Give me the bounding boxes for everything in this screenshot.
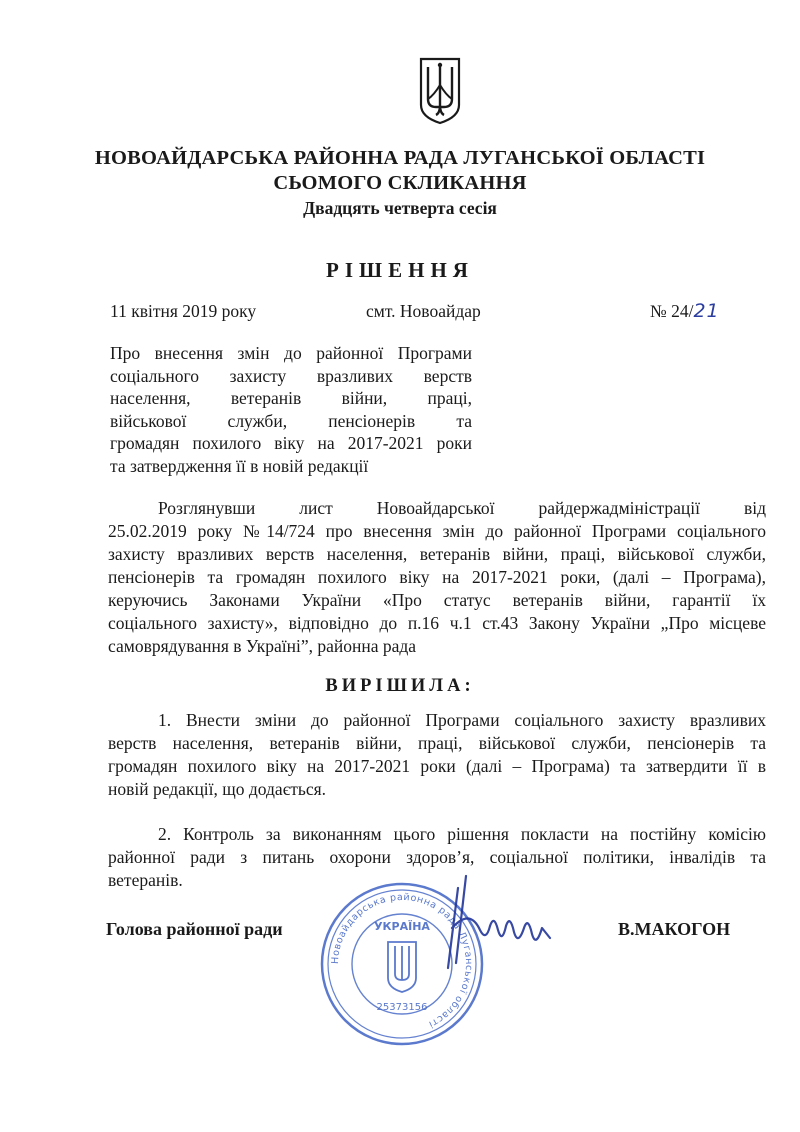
stamp-code: 25373156 bbox=[376, 1002, 428, 1013]
convocation: СЬОМОГО СКЛИКАННЯ bbox=[273, 172, 527, 194]
stamp-country: УКРАЇНА bbox=[374, 920, 430, 933]
paragraph-line: 2. Контроль за виконанням цього рішення покласти на постійну комісію bbox=[158, 824, 766, 844]
decision-number bbox=[650, 300, 720, 322]
stamp-ring-text: Новоайдарська районна рада Луганської області bbox=[329, 891, 475, 1030]
decision-date: 11 квітня 2019 року bbox=[110, 301, 257, 321]
decision-subject bbox=[110, 342, 472, 477]
decision-item-1 bbox=[108, 709, 766, 801]
subject-line: соціального захисту вразливих верств bbox=[110, 365, 472, 386]
council-name: НОВОАЙДАРСЬКА РАЙОННА РАДА ЛУГАНСЬКОЇ ОБЛАСТІ bbox=[94, 147, 706, 169]
trident-emblem-icon bbox=[415, 55, 465, 125]
signatory-name: В.МАКОГОН bbox=[618, 919, 731, 939]
subject-line: військової служби, пенсіонерів та bbox=[110, 410, 472, 431]
paragraph-line: Розглянувши лист Новоайдарської райдержадміністрації від bbox=[158, 498, 766, 518]
paragraph-line: пенсіонерів та громадян похилого віку на 2017-2021 роки, (далі – Програма), bbox=[108, 567, 766, 587]
signatory-role: Голова районної ради bbox=[106, 919, 283, 939]
paragraph-line: керуючись Законами України «Про статус ветеранів війни, гарантії їх bbox=[108, 590, 766, 610]
paragraph-line: районної ради з питань охорони здоров’я, соціальної політики, інвалідів та bbox=[108, 847, 766, 867]
paragraph-line: 25.02.2019 року №14/724 про внесення змін до районної Програми соціального bbox=[108, 521, 766, 541]
handwritten-signature-icon bbox=[440, 868, 560, 978]
paragraph-line: громадян похилого віку на 2017-2021 роки (далі – Програма) та затвердити її в bbox=[108, 756, 766, 776]
paragraph-line: захисту вразливих верств населення, ветеранів війни, праці, військової служби, bbox=[108, 544, 766, 564]
preamble-paragraph bbox=[108, 497, 766, 658]
subject-line: громадян похилого віку на 2017-2021 роки bbox=[110, 433, 472, 453]
paragraph-line: соціального захисту», відповідно до п.16 ч.1 ст.43 Закону України „Про місцеве bbox=[108, 613, 766, 633]
session-title: Двадцять четверта сесія bbox=[303, 198, 497, 218]
subject-line: населення, ветеранів війни, праці, bbox=[110, 388, 472, 408]
subject-line: Про внесення змін до районної Програми bbox=[110, 343, 472, 363]
decision-place: смт. Новоайдар bbox=[366, 301, 481, 321]
decision-heading: ВИРІШИЛА: bbox=[325, 676, 475, 696]
paragraph-line: ветеранів. bbox=[108, 870, 183, 890]
paragraph-line: 1. Внести зміни до районної Програми соціального захисту вразливих bbox=[158, 710, 766, 730]
paragraph-line: новій редакції, що додається. bbox=[108, 779, 327, 799]
paragraph-line: верств населення, ветеранів війни, праці, військової служби, пенсіонерів та bbox=[108, 733, 766, 753]
paragraph-line: самоврядування в Україні”, районна рада bbox=[108, 636, 417, 656]
decision-number-prefix: № 24/ bbox=[650, 301, 694, 321]
document-type-heading: РІШЕННЯ bbox=[326, 258, 474, 282]
subject-line: та затвердження її в новій редакції bbox=[110, 455, 369, 476]
handwritten-number: 21 bbox=[693, 300, 720, 322]
